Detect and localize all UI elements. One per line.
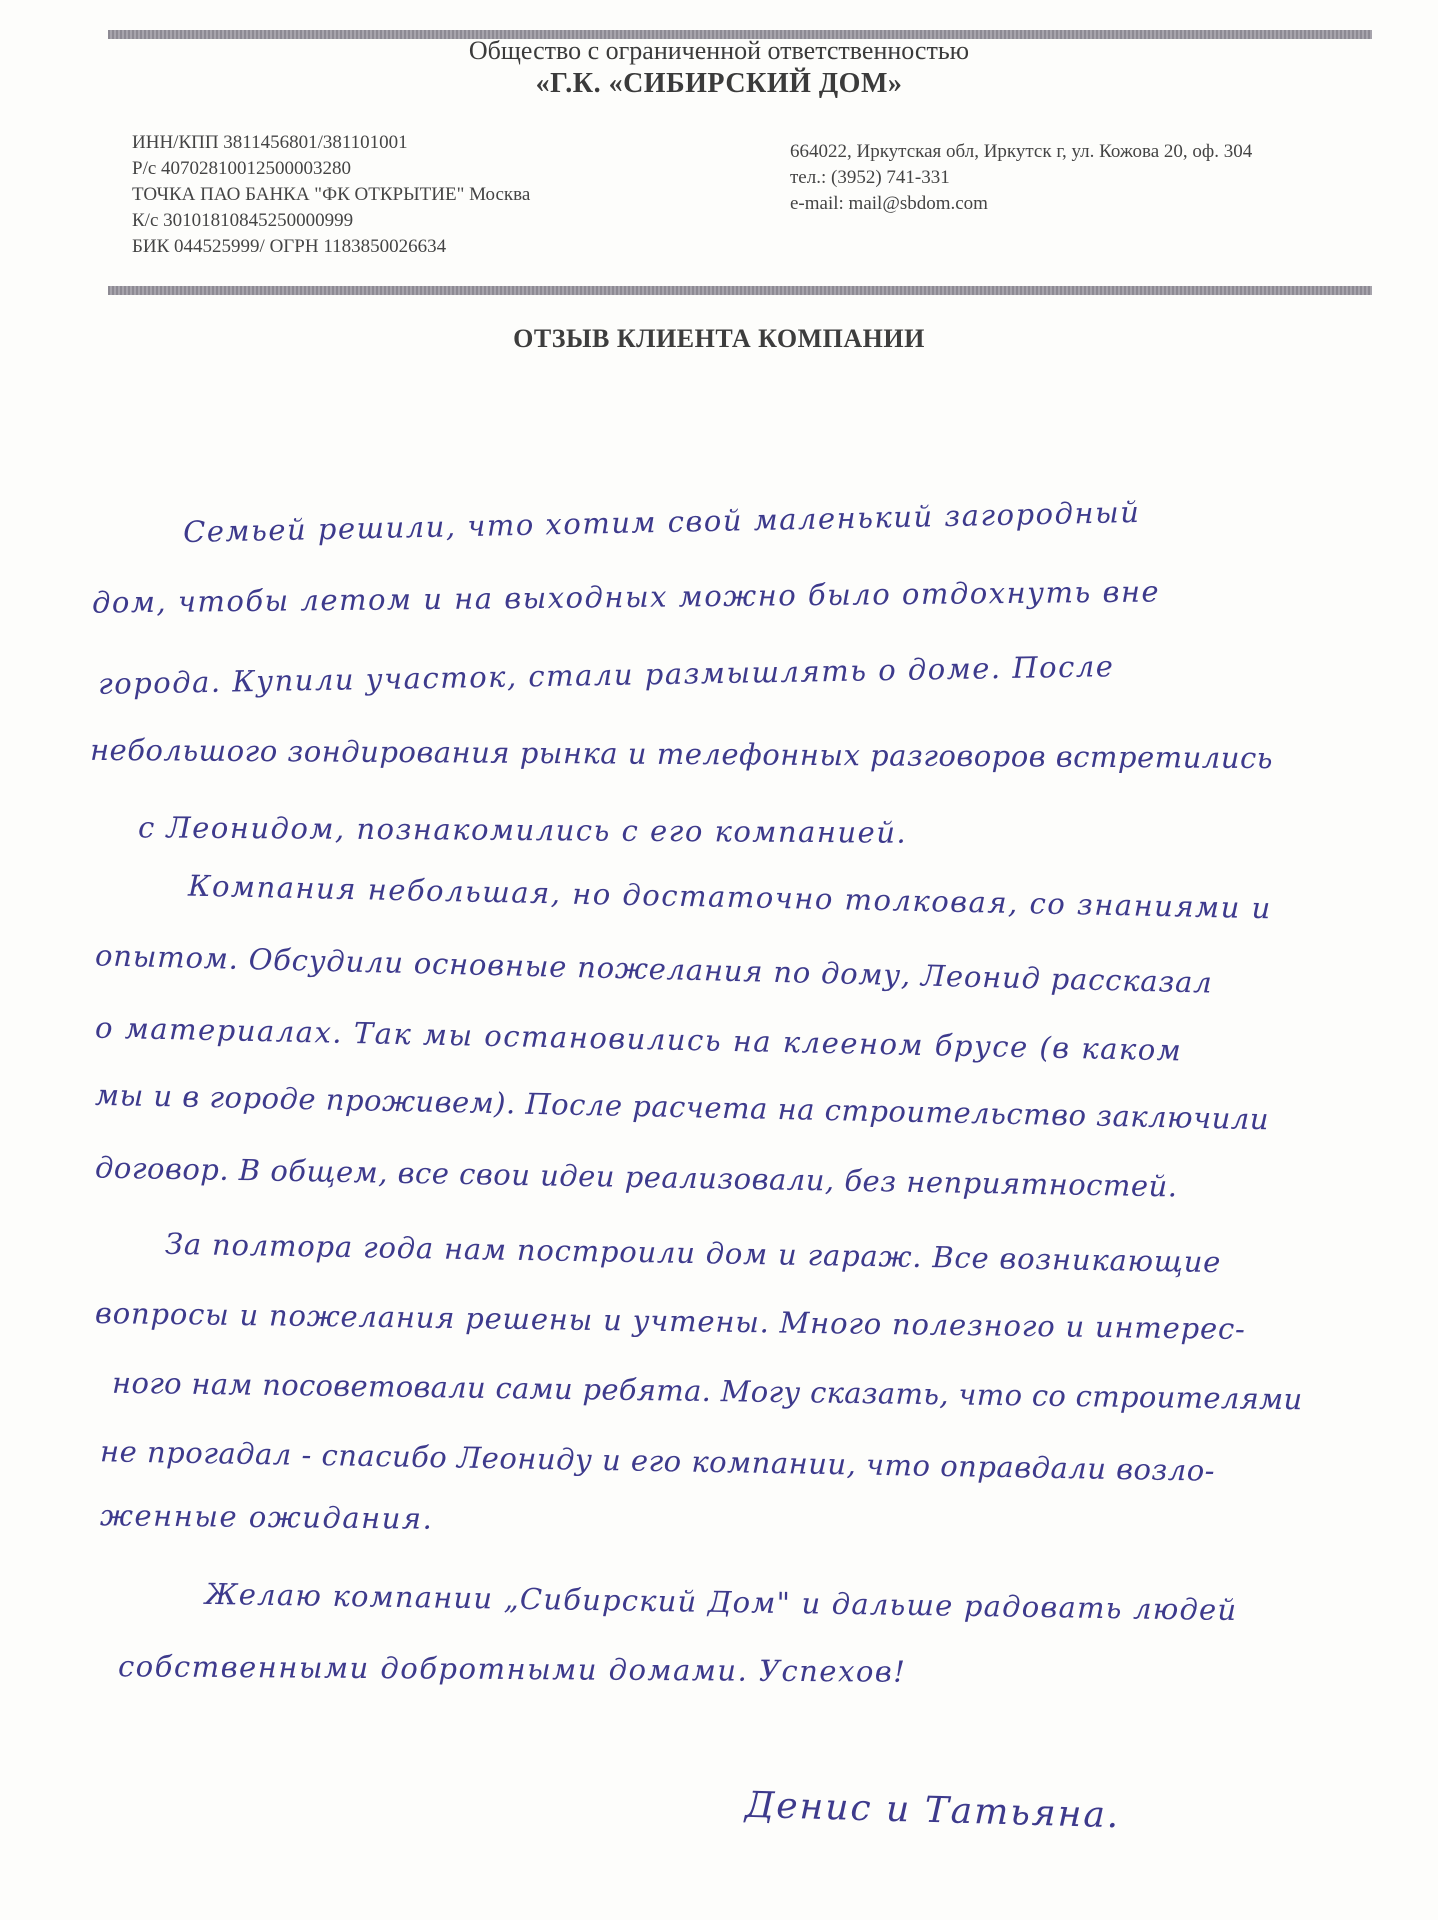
handwritten-line: Желаю компании „Сибирский Дом" и дальше радовать людей	[204, 1576, 1238, 1628]
requisite-inn-kpp: ИНН/КПП 3811456801/381101001	[132, 132, 408, 153]
handwritten-line: За полтора года нам построили дом и гараж. Все возникающие	[164, 1226, 1222, 1280]
handwritten-line: женные ожидания.	[99, 1498, 434, 1536]
handwritten-line: с Леонидом, познакомились с его компанией.	[137, 810, 908, 850]
requisite-corr-account: К/с 30101810845250000999	[132, 210, 354, 231]
org-legal-form: Общество с ограниченной ответственностью	[468, 36, 970, 65]
signature: Денис и Татьяна.	[744, 1784, 1121, 1837]
contact-phone: тел.: (3952) 741-331	[790, 167, 950, 188]
handwritten-line: Компания небольшая, но достаточно толковая, со знаниями и	[187, 868, 1273, 926]
requisite-bik-ogrn: БИК 044525999/ ОГРН 1183850026634	[132, 236, 447, 257]
handwritten-line: города. Купили участок, стали размышлять о доме. После	[97, 649, 1115, 701]
handwritten-line: договор. В общем, все свои идеи реализовали, без неприятностей.	[94, 1150, 1178, 1204]
org-name: «Г.К. «СИБИРСКИЙ ДОМ»	[535, 68, 903, 99]
company-contacts	[790, 139, 1252, 217]
handwritten-line: опытом. Обсудили основные пожелания по дому, Леонид рассказал	[94, 938, 1213, 1000]
requisite-account: Р/с 40702810012500003280	[132, 158, 352, 179]
handwritten-line: не прогадал - спасибо Леониду и его компании, что оправдали возло-	[99, 1434, 1216, 1488]
handwritten-line: ного нам посоветовали сами ребята. Могу сказать, что со строителями	[111, 1365, 1303, 1417]
bank-requisites	[132, 130, 530, 260]
contact-email: e-mail: mail@sbdom.com	[790, 193, 988, 214]
handwritten-line: о материалах. Так мы остановились на клееном брусе (в каком	[94, 1010, 1183, 1068]
letterhead-bottom-rule	[108, 286, 1372, 295]
handwritten-line: Семьей решили, что хотим свой маленький загородный	[182, 494, 1141, 550]
handwritten-line: небольшого зондирования рынка и телефонных разговоров встретились	[89, 732, 1274, 776]
requisite-bank: ТОЧКА ПАО БАНКА "ФК ОТКРЫТИЕ" Москва	[132, 184, 531, 205]
handwritten-line: собственными добротными домами. Успехов!	[117, 1649, 907, 1689]
handwritten-line: вопросы и пожелания решены и учтены. Много полезного и интерес-	[94, 1295, 1246, 1347]
handwritten-line: дом, чтобы летом и на выходных можно было отдохнуть вне	[91, 574, 1161, 620]
document-title: ОТЗЫВ КЛИЕНТА КОМПАНИИ	[513, 324, 925, 353]
handwritten-line: мы и в городе проживем). После расчета на строительство заключили	[94, 1077, 1270, 1137]
contact-address: 664022, Иркутская обл, Иркутск г, ул. Кожова 20, оф. 304	[790, 141, 1253, 162]
